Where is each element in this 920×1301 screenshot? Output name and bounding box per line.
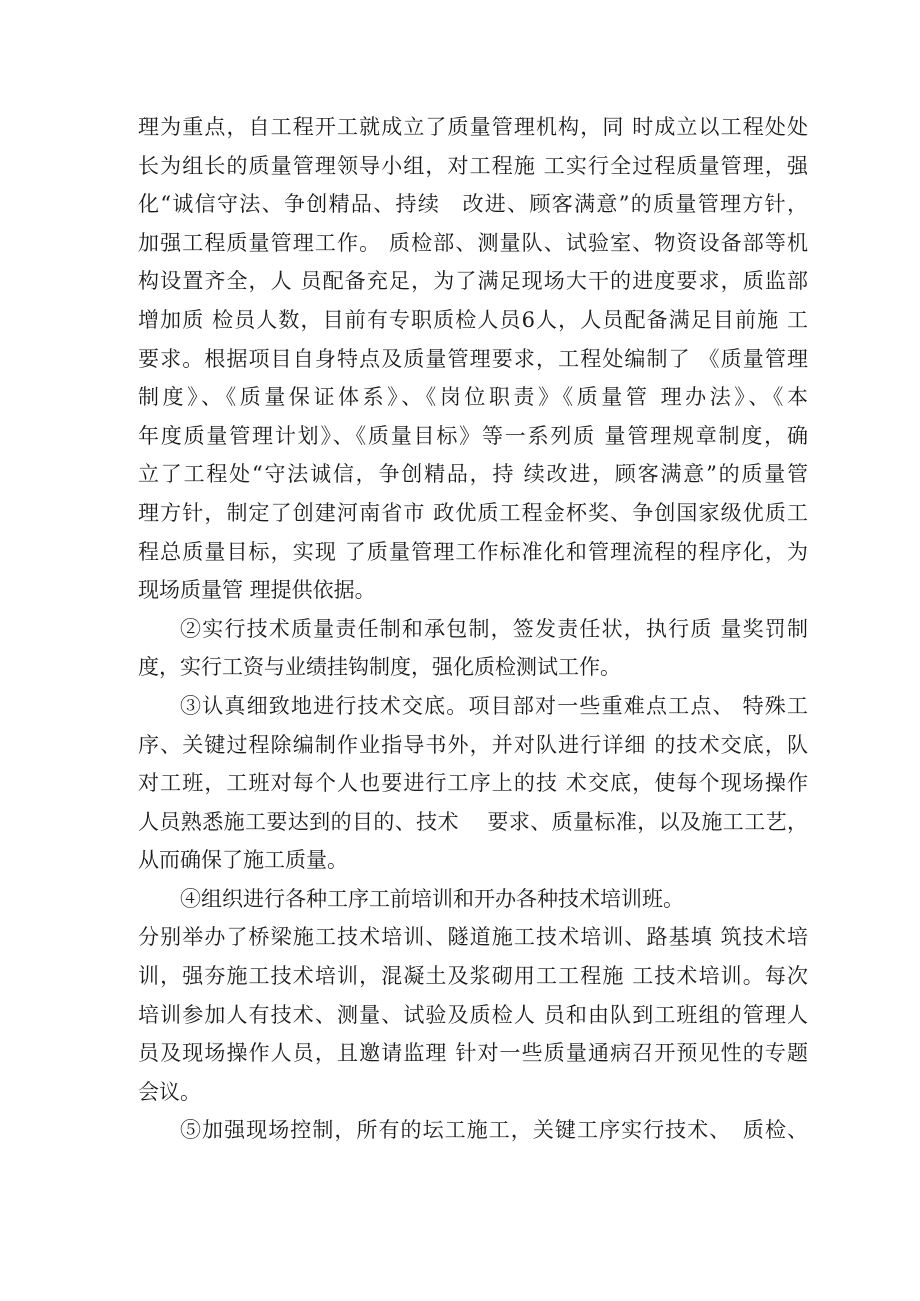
text-line: 分别举办了桥梁施工技术培训、隧道施工技术培训、路基填 筑技术培 (138, 925, 808, 950)
text-line: 增加质 检员人数，目前有专职质检人员6人，人员配备满足目前施 工 (138, 307, 808, 332)
text-line: 度，实行工资与业绩挂钩制度，强化质检测试工作。 (138, 655, 621, 680)
text-line: 长为组长的质量管理领导小组，对工程施 工实行全过程质量管理，强 (138, 153, 808, 178)
text-line: 制度》、《质量保证体系》、《岗位职责》《质量管 理办法》、《本 (138, 385, 808, 410)
text-line: 加强工程质量管理工作。 质检部、测量队、试验室、物资设备部等机 (138, 230, 808, 255)
text-line: ⑤加强现场控制，所有的坛工施工，关键工序实行技术、 质检、 (180, 1118, 808, 1143)
text-line: 理为重点，自工程开工就成立了质量管理机构，同 时成立以工程处处 (138, 115, 808, 139)
text-line: 现场质量管 理提供依据。 (138, 578, 376, 603)
text-line: 训，强夯施工技术培训，混凝土及浆砌用工工程施 工技术培训。每次 (138, 964, 808, 989)
text-line: 员及现场操作人员，且邀请监理 针对一些质量通病召开预见性的专题 (138, 1041, 808, 1066)
text-line: 年度质量管理计划》、《质量目标》等一系列质 量管理规章制度，确 (138, 423, 808, 448)
text-line: 程总质量目标，实现 了质量管理工作标准化和管理流程的程序化，为 (138, 539, 808, 564)
text-line: 立了工程处“守法诚信，争创精品，持 续改进，顾客满意”的质量管 (138, 462, 808, 487)
text-line: 人员熟悉施工要达到的目的、技术 要求、质量标准，以及施工工艺， (138, 809, 808, 834)
text-line: 会议。 (138, 1079, 201, 1104)
body-text (138, 108, 808, 1150)
text-line: 序、关键过程除编制作业指导书外，并对队进行详细 的技术交底，队 (138, 732, 808, 757)
text-line: 要求。根据项目自身特点及质量管理要求，工程处编制了 《质量管理 (138, 346, 808, 371)
text-line: ④组织进行各种工序工前培训和开办各种技术培训班。 (180, 886, 684, 911)
text-line: 理方针，制定了创建河南省市 政优质工程金杯奖、争创国家级优质工 (138, 500, 808, 525)
text-line: 从而确保了施工质量。 (138, 848, 348, 873)
text-line: ②实行技术质量责任制和承包制，签发责任状，执行质 量奖罚制 (180, 616, 808, 641)
text-line: 培训参加人有技术、测量、试验及质检人 员和由队到工班组的管理人 (138, 1002, 808, 1027)
text-line: 对工班，工班对每个人也要进行工序上的技 术交底，使每个现场操作 (138, 771, 808, 796)
text-line: ③认真细致地进行技术交底。项目部对一些重难点工点、 特殊工 (180, 693, 808, 718)
text-line: 化“诚信守法、争创精品、持续 改进、顾客满意”的质量管理方针， (138, 192, 808, 217)
text-line: 构设置齐全，人 员配备充足，为了满足现场大干的进度要求，质监部 (138, 269, 808, 294)
